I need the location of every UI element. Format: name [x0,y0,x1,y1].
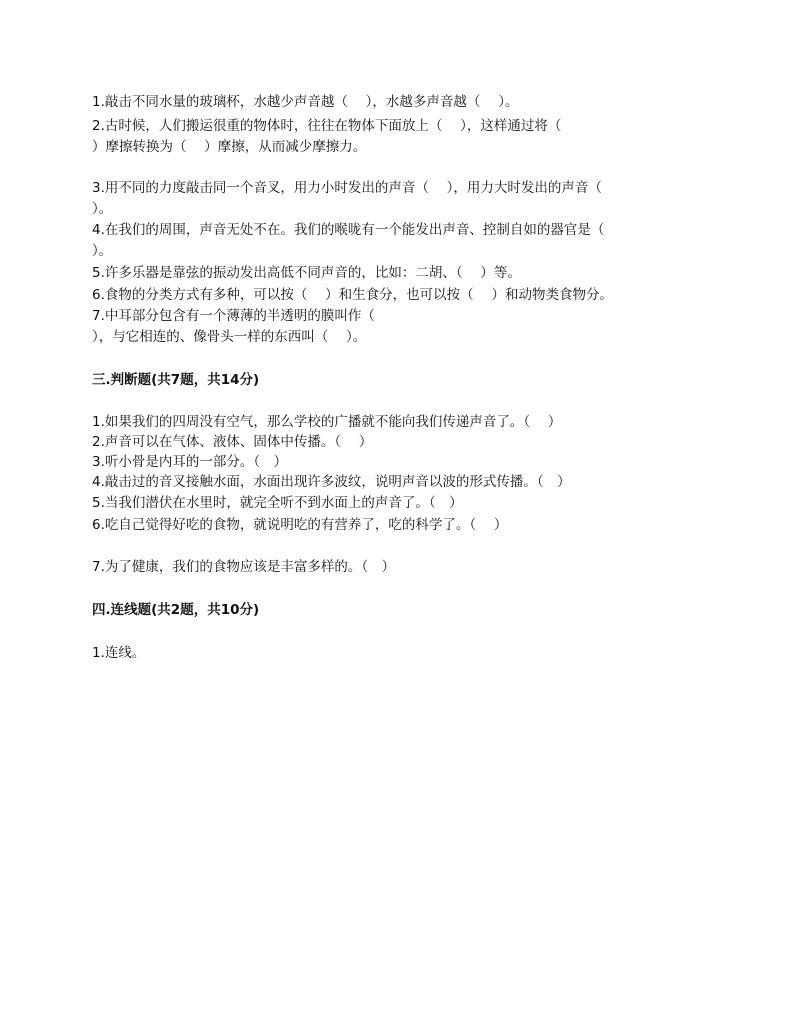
fill-blank-q2-line2: ）摩擦转换为（ ）摩擦，从而减少摩擦力。 [92,139,367,155]
fill-blank-q1: 1.敲击不同水量的玻璃杯，水越少声音越（ ），水越多声音越（ ）。 [92,94,519,110]
judgment-q4: 4.敲击过的音叉接触水面，水面出现许多波纹，说明声音以波的形式传播。（ ） [92,474,571,490]
judgment-q5: 5.当我们潜伏在水里时，就完全听不到水面上的声音了。（ ） [92,495,463,511]
judgment-q1: 1.如果我们的四周没有空气，那么学校的广播就不能向我们传递声音了。（ ） [92,414,562,430]
fill-blank-q4-line1: 4.在我们的周围，声音无处不在。我们的喉咙有一个能发出声音、控制自如的器官是（ [92,222,605,238]
judgment-q6: 6.吃自己觉得好吃的食物，就说明吃的有营养了，吃的科学了。（ ） [92,517,508,533]
fill-blank-q5: 5.许多乐器是靠弦的振动发出高低不同声音的，比如：二胡、（ ）等。 [92,265,521,281]
section-title-judgment: 三.判断题(共7题，共14分) [92,372,260,388]
judgment-q3: 3.听小骨是内耳的一部分。（ ） [92,454,288,470]
fill-blank-q3-line2: ）。 [92,201,113,217]
matching-q1: 1.连线。 [92,645,146,661]
fill-blank-q7-line1: 7.中耳部分包含有一个薄薄的半透明的膜叫作（ [92,308,375,324]
judgment-q7: 7.为了健康，我们的食物应该是丰富多样的。（ ） [92,559,396,575]
fill-blank-q6: 6.食物的分类方式有多种，可以按（ ）和生食分，也可以按（ ）和动物类食物分。 [92,287,613,303]
fill-blank-q7-line2: ），与它相连的、像骨头一样的东西叫（ ）。 [92,329,367,345]
judgment-q2: 2.声音可以在气体、液体、固体中传播。（ ） [92,434,373,450]
fill-blank-q2-line1: 2.古时候，人们搬运很重的物体时，往往在物体下面放上（ ），这样通过将（ [92,118,562,134]
fill-blank-q3-line1: 3.用不同的力度敲击同一个音叉，用力小时发出的声音（ ），用力大时发出的声音（ [92,180,602,196]
section-title-matching: 四.连线题(共2题，共10分) [92,602,260,618]
fill-blank-q4-line2: ）。 [92,243,113,259]
